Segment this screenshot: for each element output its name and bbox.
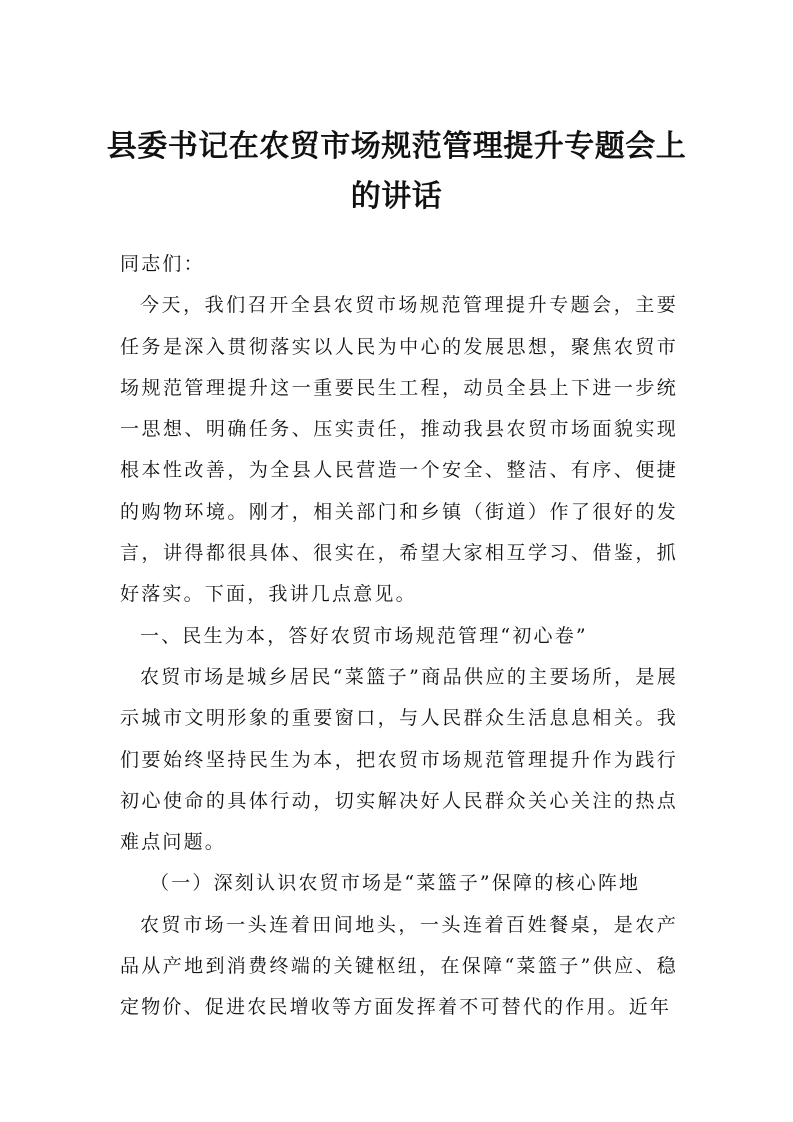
section-heading-1: 一、民生为本，答好农贸市场规范管理“初心卷” [140, 624, 588, 647]
paragraph-intro: 今天，我们召开全县农贸市场规范管理提升专题会，主要任务是深入贯彻落实以人民为中心的发展思想，聚焦农贸市场规范管理提升这一重要民生工程，动员全县上下进一步统一思想、明确任务、压实责任，推动我县农贸市场面貌实现根本性改善，为全县人民营造一个安全、整洁、有序、便捷的购物环境。刚才，相关部门和乡镇（街道）作了很好的发言，讲得都很具体、很实在，希望大家相互学习、借鉴，抓好落实。下面，我讲几点意见。 [120, 294, 678, 606]
document-title: 县委书记在农贸市场规范管理提升专题会上的讲话 [106, 129, 687, 214]
paragraph-subsection-1: 农贸市场一头连着田间地头，一头连着百姓餐桌，是农产品从产地到消费终端的关键枢纽，在保障“菜篮子”供应、稳定物价、促进农民增收等方面发挥着不可替代的作用。近年 [120, 913, 678, 1019]
salutation: 同志们： [120, 253, 205, 275]
subsection-heading-1: （一）深刻认识农贸市场是“菜篮子”保障的核心阵地 [150, 872, 641, 895]
paragraph-section-1: 农贸市场是城乡居民“菜篮子”商品供应的主要场所，是展示城市文明形象的重要窗口，与人民群众生活息息相关。我们要始终坚持民生为本，把农贸市场规范管理提升作为践行初心使命的具体行动，切实解决好人民群众关心关注的热点难点问题。 [120, 665, 678, 854]
document-body [120, 244, 678, 1029]
